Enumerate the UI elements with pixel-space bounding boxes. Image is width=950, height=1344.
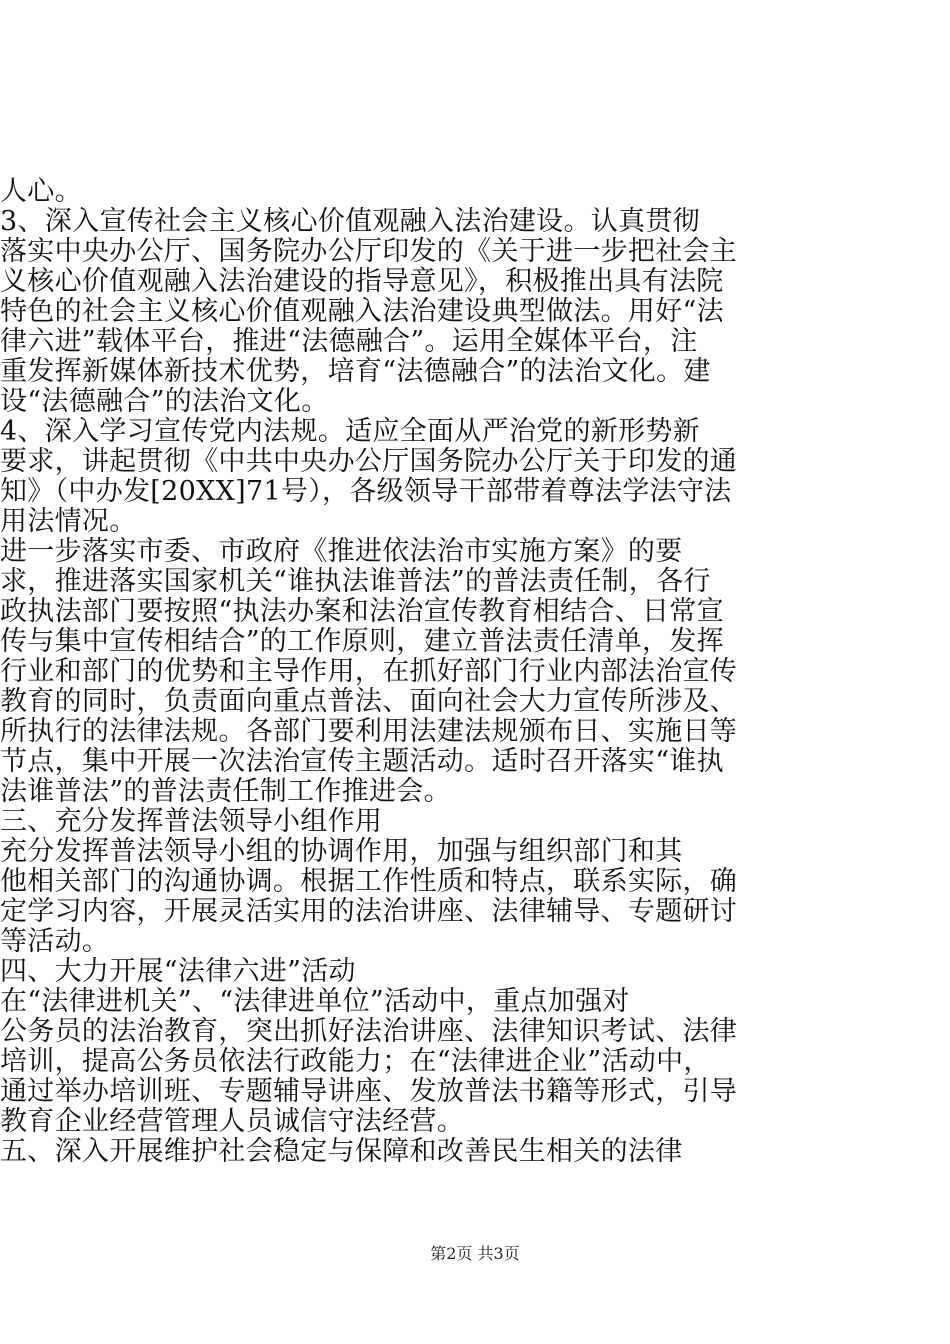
text-line: 教育的同时，负责面向重点普法、面向社会大力宣传所涉及、 [0,686,738,717]
text-line: 节点，集中开展一次法治宣传主题活动。适时召开落实“谁执 [0,746,724,777]
text-line: 政执法部门要按照“执法办案和法治宣传教育相结合、日常宣 [0,596,724,627]
text-line: 培训，提高公务员依法行政能力；在“法律进企业”活动中， [0,1046,711,1077]
text-line: 求，推进落实国家机关“谁执法谁普法”的普法责任制，各行 [0,566,711,597]
text-line: 在“法律进机关”、“法律进单位”活动中，重点加强对 [0,986,630,1017]
text-line: 教育企业经营管理人员诚信守法经营。 [0,1106,465,1137]
text-line: 律六进”载体平台，推进“法德融合”。运用全媒体平台，注 [0,326,698,357]
text-line: 进一步落实市委、市政府《推进依法治市实施方案》的要 [0,536,683,567]
text-line: 充分发挥普法领导小组的协调作用，加强与组织部门和其 [0,836,683,867]
text-line: 落实中央办公厅、国务院办公厅印发的《关于进一步把社会主 [0,236,738,267]
text-line: 他相关部门的沟通协调。根据工作性质和特点，联系实际，确 [0,866,738,897]
text-line: 用法情况。 [0,506,137,537]
text-line: 传与集中宣传相结合”的工作原则，建立普法责任清单，发挥 [0,626,724,657]
text-line: 4、深入学习宣传党内法规。适应全面从严治党的新形势新 [0,416,700,447]
text-line: 行业和部门的优势和主导作用，在抓好部门行业内部法治宣传 [0,656,738,687]
text-line: 特色的社会主义核心价值观融入法治建设典型做法。用好“法 [0,296,724,327]
text-line: 通过举办培训班、专题辅导讲座、发放普法书籍等形式，引导 [0,1076,738,1107]
text-line: 法谁普法”的普法责任制工作推进会。 [0,776,451,807]
text-line: 所执行的法律法规。各部门要利用法建法规颁布日、实施日等 [0,716,738,747]
section-heading: 三、充分发挥普法领导小组作用 [0,806,383,837]
text-line: 重发挥新媒体新技术优势，培育“法德融合”的法治文化。建 [0,356,711,387]
text-line: 设“法德融合”的法治文化。 [0,386,329,417]
page-number-footer: 第2页 共3页 [430,1244,520,1263]
text-line: 要求，讲起贯彻《中共中央办公厅国务院办公厅关于印发的通 [0,446,738,477]
text-line: 人心。 [0,176,82,207]
text-line: 公务员的法治教育，突出抓好法治讲座、法律知识考试、法律 [0,1016,738,1047]
text-line: 知》（中办发[20XX]71号），各级领导干部带着尊法学法守法 [0,476,732,507]
section-heading: 四、大力开展“法律六进”活动 [0,956,356,987]
section-heading: 五、深入开展维护社会稳定与保障和改善民生相关的法律 [0,1136,683,1167]
text-line: 3、深入宣传社会主义核心价值观融入法治建设。认真贯彻 [0,206,700,237]
text-line: 等活动。 [0,926,110,957]
text-line: 定学习内容，开展灵活实用的法治讲座、法律辅导、专题研讨 [0,896,738,927]
text-line: 义核心价值观融入法治建设的指导意见》，积极推出具有法院 [0,266,724,297]
